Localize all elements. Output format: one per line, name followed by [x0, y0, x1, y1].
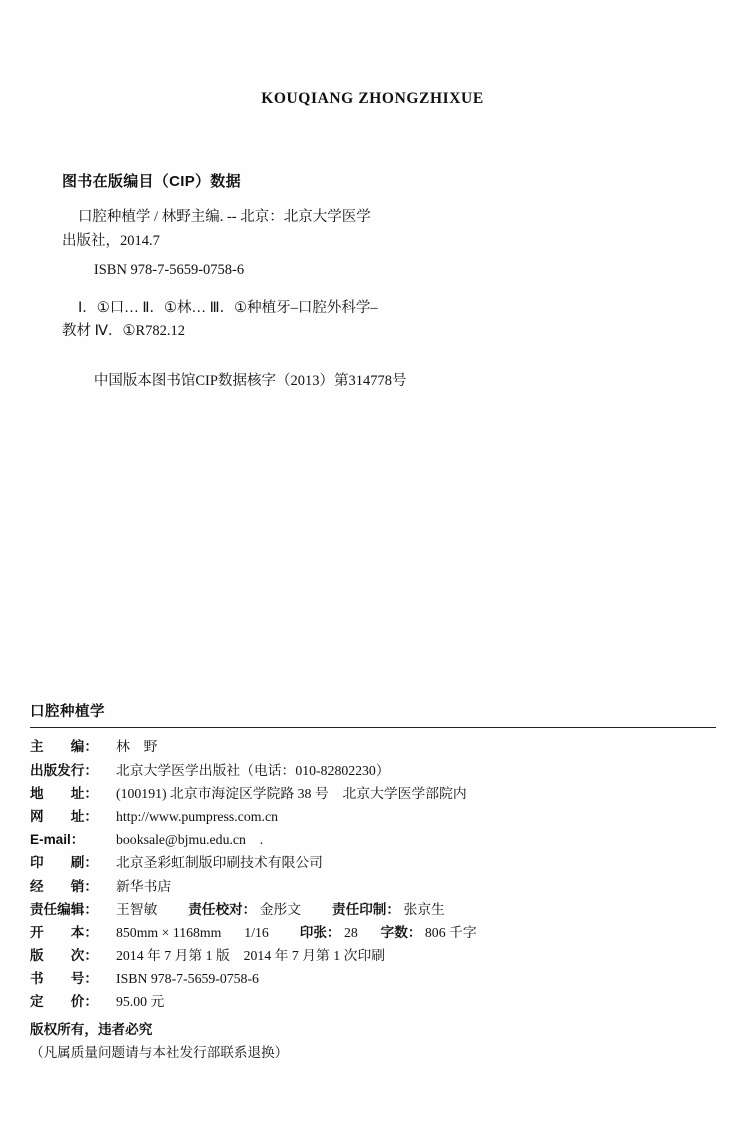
cip-line-publisher: 出版社，2014.7: [62, 232, 160, 249]
divider-top: [30, 727, 716, 728]
label-print-sheets: 印张：: [299, 924, 341, 940]
label-distribution: 经 销：: [30, 878, 98, 894]
label-format: 开 本：: [30, 924, 98, 940]
value-responsible-editor: 王智敏: [116, 901, 158, 917]
value-distribution: 新华书店: [116, 878, 172, 894]
colophon-block: [30, 700, 716, 1061]
colophon-row-distribution: [30, 875, 716, 898]
value-paper-size: 850mm × 1168mm: [116, 924, 222, 940]
label-editor-in-chief: 主 编：: [30, 739, 98, 755]
colophon-row-format: [30, 922, 716, 945]
cip-line-isbn: ISBN 978-7-5659-0758-6: [93, 262, 245, 279]
value-email[interactable]: booksale@bjmu.edu.cn .: [116, 832, 264, 848]
colophon-row-isbn: [30, 968, 716, 991]
value-print-sheets: 28: [343, 924, 358, 940]
label-address: 地 址：: [30, 785, 98, 801]
value-proofreader: 金彤文: [259, 901, 302, 917]
label-isbn: 书 号：: [30, 971, 98, 987]
label-price: 定 价：: [30, 994, 98, 1010]
colophon-row-publisher: [30, 759, 716, 782]
value-isbn: ISBN 978-7-5659-0758-6: [116, 971, 259, 987]
value-price: 95.00 元: [116, 994, 165, 1010]
cip-line-catalog-number: 中国版本图书馆CIP数据核字（2013）第314778号: [93, 372, 407, 389]
label-proofreader: 责任校对：: [188, 901, 257, 917]
value-format-fraction: 1/16: [244, 924, 269, 940]
cip-heading: 图书在版编目（CIP）数据: [62, 173, 241, 190]
colophon-row-email: [30, 829, 716, 852]
colophon-row-price: [30, 991, 716, 1014]
cip-line-title: 口腔种植学 / 林野主编. -- 北京：北京大学医学: [77, 209, 371, 226]
colophon-row-website: [30, 806, 716, 829]
colophon-row-edition: [30, 945, 716, 968]
value-publisher: 北京大学医学出版社（电话：010-82802230）: [116, 762, 390, 778]
colophon-row-printing: [30, 852, 716, 875]
copyright-notice: 版权所有，违者必究: [30, 1022, 153, 1038]
label-responsible-editor: 责任编辑：: [30, 901, 98, 917]
value-word-count: 806 千字: [424, 924, 477, 940]
cip-line-classification: Ⅰ．①口… Ⅱ．①林… Ⅲ．①种植牙–口腔外科学–: [77, 299, 378, 316]
label-word-count: 字数：: [380, 924, 422, 940]
label-print-supervisor: 责任印制：: [332, 901, 400, 917]
value-website[interactable]: http://www.pumpress.com.cn: [116, 808, 278, 824]
cip-line-classification-cont: 教材 Ⅳ．①R782.12: [62, 323, 186, 340]
label-publisher: 出版发行：: [30, 762, 98, 778]
label-website: 网 址：: [30, 808, 98, 824]
label-email: E-mail：: [30, 832, 85, 848]
value-format: [116, 923, 716, 943]
value-edition: 2014 年 7 月第 1 版 2014 年 7 月第 1 次印刷: [116, 948, 386, 964]
value-printing: 北京圣彩虹制版印刷技术有限公司: [116, 855, 323, 871]
label-printing: 印 刷：: [30, 855, 98, 871]
colophon-row-editor-in-chief: [30, 736, 716, 759]
cip-block: [62, 170, 502, 393]
colophon-row-address: [30, 782, 716, 805]
value-responsible-staff: [116, 900, 716, 920]
quality-notice: （凡属质量问题请与本社发行部联系退换）: [30, 1045, 289, 1061]
value-print-supervisor: 张京生: [403, 901, 445, 917]
colophon-book-title: 口腔种植学: [30, 704, 105, 720]
value-address: (100191) 北京市海淀区学院路 38 号 北京大学医学部院内: [116, 785, 467, 801]
colophon-row-responsible-staff: [30, 898, 716, 921]
pinyin-title: KOUQIANG ZHONGZHIXUE: [261, 90, 484, 107]
value-editor-in-chief: 林 野: [116, 739, 158, 755]
label-edition: 版 次：: [30, 948, 98, 964]
